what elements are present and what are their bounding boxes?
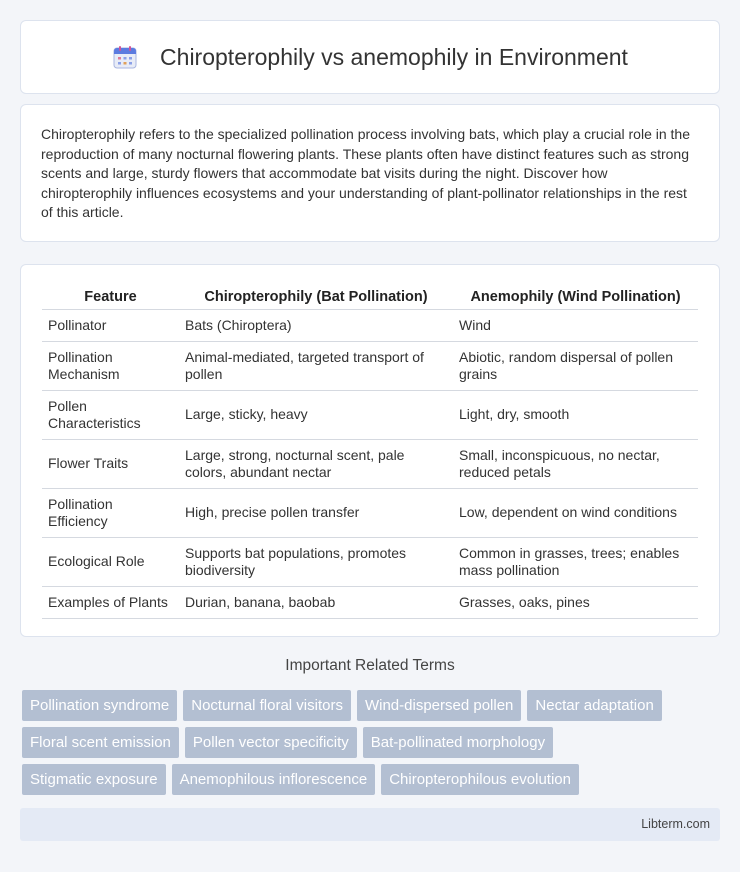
related-term-tag[interactable]: Pollen vector specificity [185, 727, 357, 758]
table-row [42, 586, 698, 618]
related-term-tag[interactable]: Bat-pollinated morphology [363, 727, 553, 758]
table-cell: Grasses, oaks, pines [453, 586, 698, 618]
comparison-table [42, 285, 698, 619]
table-cell: Examples of Plants [42, 586, 179, 618]
table-row [42, 488, 698, 537]
related-term-tag[interactable]: Nectar adaptation [527, 690, 661, 721]
tag-row [22, 764, 722, 795]
table-cell: Pollen Characteristics [42, 390, 179, 439]
calendar-icon [112, 44, 138, 70]
table-cell: Flower Traits [42, 439, 179, 488]
footer-site-link[interactable]: Libterm.com [641, 817, 710, 831]
table-cell: Wind [453, 309, 698, 341]
table-cell: Large, strong, nocturnal scent, pale colors, abundant nectar [179, 439, 453, 488]
page-title: Chiropterophily vs anemophily in Environment [160, 43, 628, 70]
table-cell: Abiotic, random dispersal of pollen grains [453, 341, 698, 390]
comparison-table-card [20, 264, 720, 637]
table-cell: Animal-mediated, targeted transport of pollen [179, 341, 453, 390]
table-cell: High, precise pollen transfer [179, 488, 453, 537]
table-cell: Large, sticky, heavy [179, 390, 453, 439]
table-cell: Small, inconspicuous, no nectar, reduced petals [453, 439, 698, 488]
tag-row [22, 727, 722, 758]
table-cell: Pollination Efficiency [42, 488, 179, 537]
table-header-anemophily: Anemophily (Wind Pollination) [453, 285, 698, 309]
intro-paragraph: Chiropterophily refers to the specialized pollination process involving bats, which play a crucial role in the reproduction of many nocturnal flowering plants. These plants often have distinct features such as strong scents and large, sturdy flowers that accommodate bat visits during the night. Discover how chiropterophily influences ecosystems and your understanding of plant-pollinator relationships in the rest of this article. [41, 126, 691, 220]
table-row [42, 390, 698, 439]
table-header-chiropterophily: Chiropterophily (Bat Pollination) [179, 285, 453, 309]
table-cell: Supports bat populations, promotes biodiversity [179, 537, 453, 586]
related-term-tag[interactable]: Anemophilous inflorescence [172, 764, 376, 795]
table-header-row [42, 285, 698, 309]
table-row [42, 537, 698, 586]
table-row [42, 439, 698, 488]
related-terms-title: Important Related Terms [285, 657, 455, 674]
related-term-tag[interactable]: Stigmatic exposure [22, 764, 166, 795]
related-term-tag[interactable]: Wind-dispersed pollen [357, 690, 521, 721]
intro-card [20, 104, 720, 242]
table-cell: Light, dry, smooth [453, 390, 698, 439]
related-term-tag[interactable]: Nocturnal floral visitors [183, 690, 351, 721]
header-card [20, 20, 720, 94]
footer [20, 808, 720, 841]
table-cell: Ecological Role [42, 537, 179, 586]
related-terms-list [22, 690, 722, 801]
table-row [42, 341, 698, 390]
table-cell: Common in grasses, trees; enables mass pollination [453, 537, 698, 586]
related-term-tag[interactable]: Floral scent emission [22, 727, 179, 758]
table-cell: Low, dependent on wind conditions [453, 488, 698, 537]
table-row [42, 309, 698, 341]
related-term-tag[interactable]: Pollination syndrome [22, 690, 177, 721]
tag-row [22, 690, 722, 721]
table-cell: Bats (Chiroptera) [179, 309, 453, 341]
table-cell: Pollinator [42, 309, 179, 341]
related-term-tag[interactable]: Chiropterophilous evolution [381, 764, 579, 795]
table-header-feature: Feature [42, 285, 179, 309]
table-cell: Durian, banana, baobab [179, 586, 453, 618]
table-cell: Pollination Mechanism [42, 341, 179, 390]
